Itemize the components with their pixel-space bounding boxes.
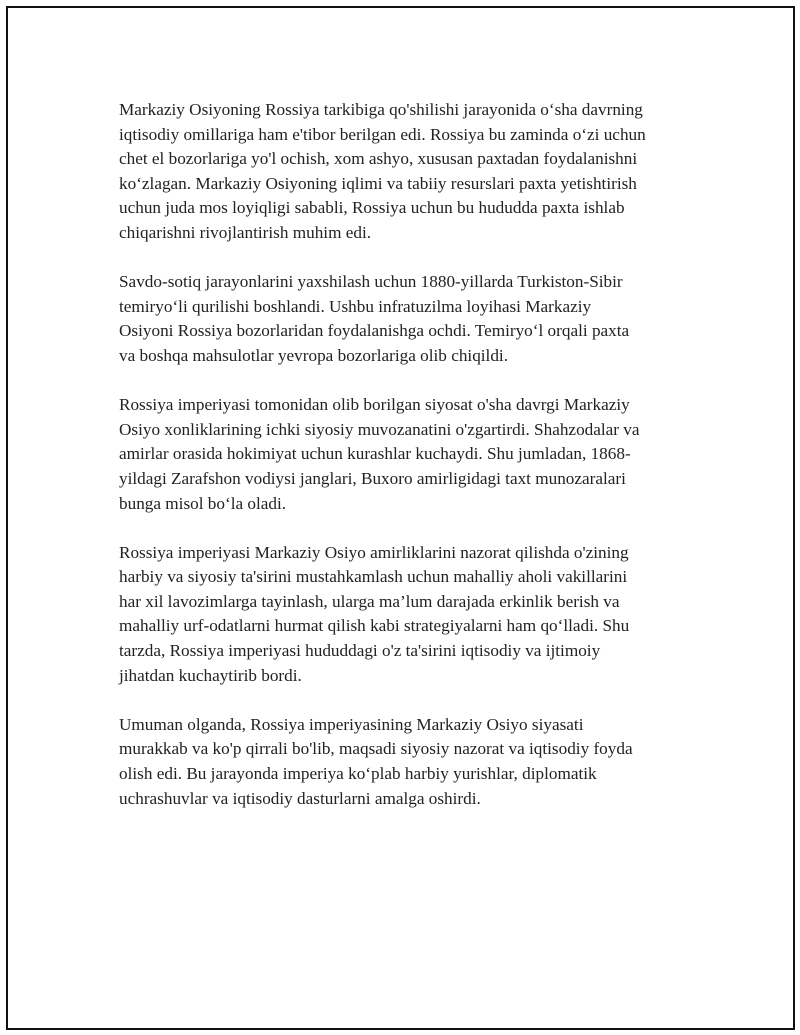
text-line: Osiyo xonliklarining ichki siyosiy muvozanatini o'zgartirdi. Shahzodalar va [119,419,640,439]
text-line: harbiy va siyosiy ta'sirini mustahkamlash uchun mahalliy aholi vakillarini [119,567,628,587]
text-line: murakkab va ko'p qirrali bo'lib, maqsadi siyosiy nazorat va iqtisodiy foyda [119,739,633,759]
text-line: Rossiya imperiyasi tomonidan olib borilgan siyosat o'sha davrgi Markaziy [119,395,630,415]
text-line: Osiyoni Rossiya bozorlaridan foydalanishga ochdi. Temiryo‘l orqali paxta [119,321,630,341]
text-line: amirlar orasida hokimiyat uchun kurashlar kuchaydi. Shu jumladan, 1868- [119,444,631,464]
paragraph-5 [119,713,679,811]
text-line: ko‘zlagan. Markaziy Osiyoning iqlimi va tabiiy resurslari paxta yetishtirish [119,173,637,193]
text-line: bunga misol bo‘la oladi. [119,493,287,513]
text-line: Savdo-sotiq jarayonlarini yaxshilash uchun 1880-yillarda Turkiston-Sibir [119,272,623,292]
text-line: olish edi. Bu jarayonda imperiya ko‘plab harbiy yurishlar, diplomatik [119,764,597,784]
text-line: chet el bozorlariga yo'l ochish, xom ashyo, xususan paxtadan foydalanishni [119,149,638,169]
text-line: uchun juda mos loyiqligi sababli, Rossiya uchun bu hududda paxta ishlab [119,198,625,218]
paragraph-2 [119,270,679,368]
paragraph-3 [119,393,679,516]
text-line: chiqarishni rivojlantirish muhim edi. [119,222,372,242]
text-line: Umuman olganda, Rossiya imperiyasining Markaziy Osiyo siyasati [119,714,584,734]
paragraph-4 [119,541,679,689]
text-line: jihatdan kuchaytirib bordi. [119,665,302,685]
text-line: iqtisodiy omillariga ham e'tibor berilgan edi. Rossiya bu zaminda o‘zi uchun [119,124,646,144]
text-line: uchrashuvlar va iqtisodiy dasturlarni amalga oshirdi. [119,788,481,808]
text-line: har xil lavozimlarga tayinlash, ularga ma’lum darajada erkinlik berish va [119,591,620,611]
text-line: tarzda, Rossiya imperiyasi hududdagi o'z ta'sirini iqtisodiy va ijtimoiy [119,641,601,661]
text-line: Markaziy Osiyoning Rossiya tarkibiga qo'shilishi jarayonida o‘sha davrning [119,100,643,119]
text-line: yildagi Zarafshon vodiysi janglari, Buxoro amirligidagi taxt munozaralari [119,468,626,488]
page-frame [6,6,795,1030]
document-body [119,98,679,836]
paragraph-1 [119,98,679,246]
text-line: va boshqa mahsulotlar yevropa bozorlariga olib chiqildi. [119,345,509,365]
text-line: Rossiya imperiyasi Markaziy Osiyo amirliklarini nazorat qilishda o'zining [119,542,629,562]
text-line: mahalliy urf-odatlarni hurmat qilish kabi strategiyalarni ham qo‘lladi. Shu [119,616,630,636]
text-line: temiryo‘li qurilishi boshlandi. Ushbu infratuzilma loyihasi Markaziy [119,296,592,316]
